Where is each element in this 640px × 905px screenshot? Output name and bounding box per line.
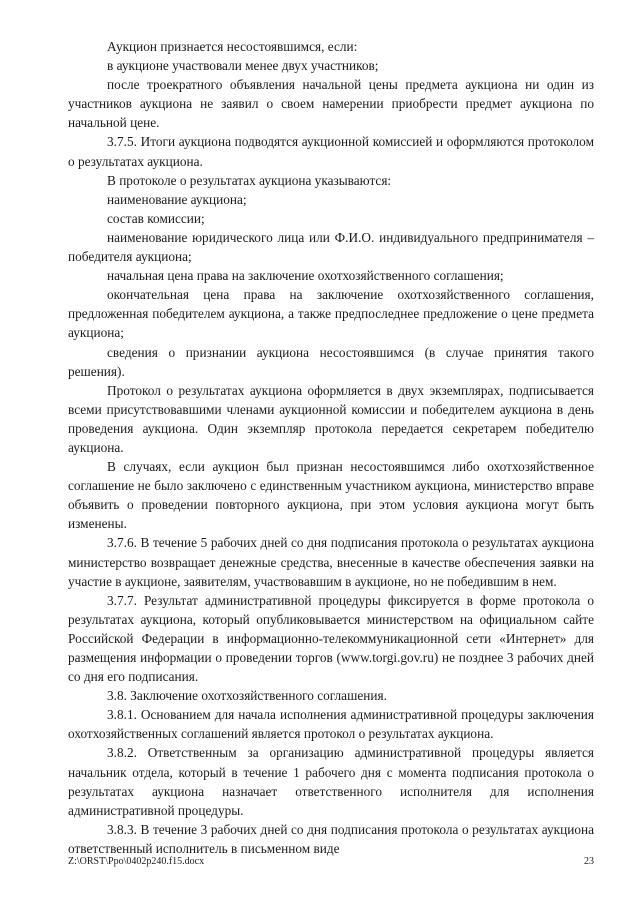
paragraph: Аукцион признается несостоявшимся, если:: [107, 39, 358, 54]
paragraph: состав комиссии;: [107, 210, 205, 226]
paragraph: в аукционе участвовали менее двух участников;: [107, 58, 379, 74]
page-number: 23: [584, 856, 594, 867]
paragraph: сведения о признании аукциона несостоявшимся (в случае принятия такого решения).: [68, 344, 594, 379]
paragraph: 3.8.2. Ответственным за организацию административной процедуры является начальник отдела, который в течение 1 рабочего дня с момента подписания протокола о результатах аукциона назначает ответственного исполнителя для исполнения административной процедуры.: [68, 745, 594, 818]
paragraph: начальная цена права на заключение охотхозяйственного соглашения;: [107, 268, 504, 284]
footer-file-path: Z:\ORST\Ppo\0402p240.f15.docx: [68, 856, 205, 867]
page-footer: [68, 856, 594, 868]
paragraph: 3.7.7. Результат административной процедуры фиксируется в форме протокола о результатах аукциона, который опубликовывается министерством на официальном сайте Российской Федерации в информационно-телекоммуникационной сети «Интернет» для размещения информации о проведении торгов (www.torgi.gov.ru) не позднее 3 рабочих дней со дня его подписания.: [68, 592, 594, 685]
paragraph: 3.7.5. Итоги аукциона подводятся аукционной комиссией и оформляются протоколом о результатах аукциона.: [68, 134, 594, 169]
paragraph: наименование юридического лица или Ф.И.О. индивидуального предпринимателя – победителя аукциона;: [68, 229, 594, 265]
paragraph: наименование аукциона;: [107, 191, 247, 207]
paragraph: окончательная цена права на заключение охотхозяйственного соглашения, предложенная победителем аукциона, а также предпоследнее предложение о цене предмета аукциона;: [68, 287, 594, 341]
paragraph: В случаях, если аукцион был признан несостоявшимся либо охотхозяйственное соглашение не было заключено с единственным участником аукциона, министерство вправе объявить о проведении повторного аукциона, при этом условия аукциона могут быть изменены.: [68, 459, 594, 532]
paragraph: 3.8.3. В течение 3 рабочих дней со дня подписания протокола о результатах аукциона ответственный исполнитель в письменном виде: [68, 821, 594, 856]
paragraph: 3.8. Заключение охотхозяйственного соглашения.: [107, 688, 387, 704]
paragraph: 3.8.1. Основанием для начала исполнения административной процедуры заключения охотхозяйственных соглашений является протокол о результатах аукциона.: [68, 707, 594, 742]
paragraph: Протокол о результатах аукциона оформляется в двух экземплярах, подписывается всеми присутствовавшими членами аукционной комиссии и победителем аукциона в день проведения аукциона. Один экземпляр протокола передается секретарем победителю аукциона.: [68, 382, 594, 455]
paragraph: В протоколе о результатах аукциона указываются:: [107, 172, 392, 188]
paragraph: после троекратного объявления начальной цены предмета аукциона ни один из участников аукциона не заявил о своем намерении приобрести предмет аукциона по начальной цене.: [68, 77, 594, 131]
paragraph: 3.7.6. В течение 5 рабочих дней со дня подписания протокола о результатах аукциона министерство возвращает денежные средства, внесенные в качестве обеспечения заявки на участие в аукционе, заявителям, участвовавшим в аукционе, но не победившим в нем.: [68, 535, 594, 589]
document-body: [68, 37, 594, 858]
